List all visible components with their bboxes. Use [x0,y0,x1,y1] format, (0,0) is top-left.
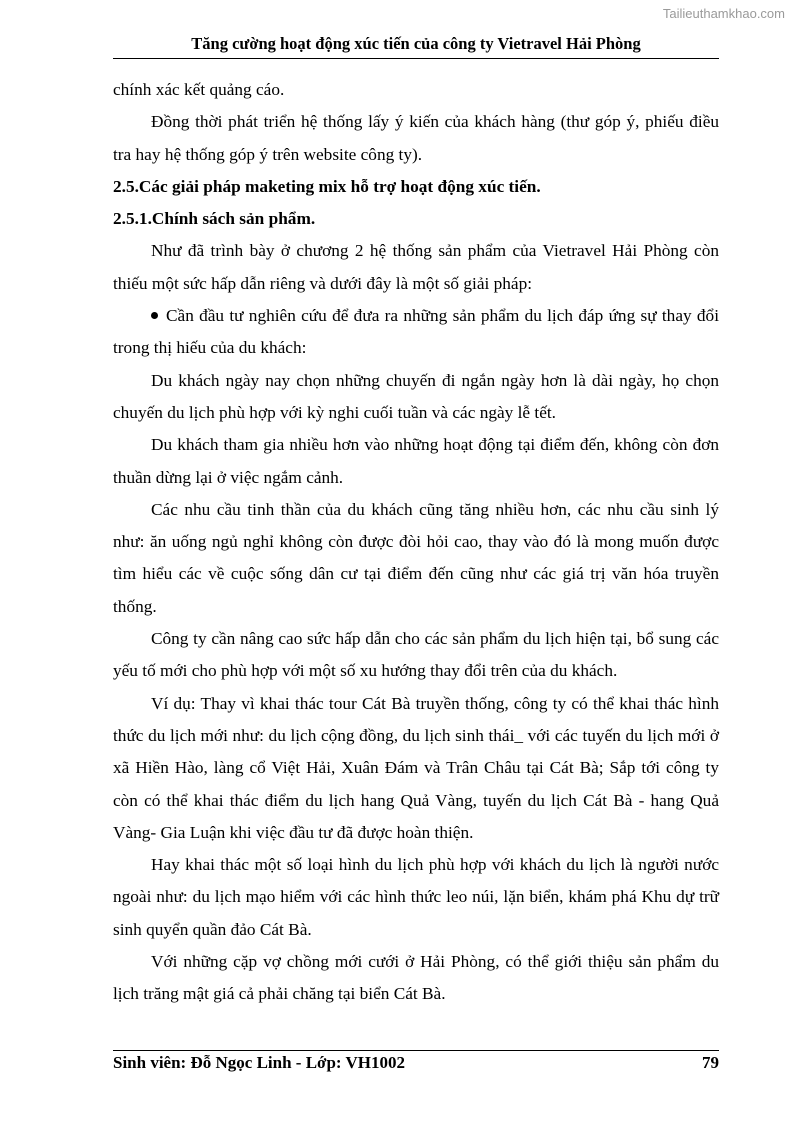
paragraph-example: Ví dụ: Thay vì khai thác tour Cát Bà truyền thống, công ty có thể khai thác hình thức du lịch mới như: du lịch cộng đồng, du lịch sinh thái_ với các tuyến du lịch mới ở xã Hiền Hào, làng cổ Việt Hải, Xuân Đám và Trân Châu tại Cát Bà; Sắp tới công ty còn có thể khai thác điểm du lịch hang Quả Vàng, tuyến du lịch Cát Bà - hang Quả Vàng- Gia Luận khi việc đầu tư đã được hoàn thiện. [113,693,719,842]
paragraph-continuation: chính xác kết quảng cáo. [113,80,285,99]
footer-author: Sinh viên: Đỗ Ngọc Linh - Lớp: VH1002 [113,1053,406,1072]
bullet-dot-icon [151,312,158,319]
document-body [113,74,719,1011]
bullet-text: Cần đầu tư nghiên cứu để đưa ra những sản phẩm du lịch đáp ứng sự thay đổi trong thị hiếu của du khách: [113,306,719,358]
paragraph-foreign-tourists: Hay khai thác một số loại hình du lịch phù hợp với khách du lịch là người nước ngoài như: du lịch mạo hiểm với các hình thức leo núi, lặn biển, khám phá Khu dự trữ sinh quyển quần đảo Cát Bà. [113,855,719,939]
page-header-title: Tăng cường hoạt động xúc tiến của công ty Vietravel Hải Phòng [113,34,719,59]
section-heading-2-5: 2.5.Các giải pháp maketing mix hỗ trợ hoạt động xúc tiến. [113,176,541,196]
paragraph-spiritual-needs: Các nhu cầu tinh thần của du khách cũng tăng nhiều hơn, các nhu cầu sinh lý như: ăn uống ngủ nghỉ không còn được đòi hỏi cao, thay vào đó là mong muốn được tìm hiểu các về cuộc sống dân cư tại điểm đến cũng như các giá trị văn hóa truyền thống. [113,499,719,616]
paragraph-activities: Du khách tham gia nhiều hơn vào những hoạt động tại điểm đến, không còn đơn thuần dừng lại ở việc ngắm cảnh. [113,435,719,487]
footer-divider [113,1050,719,1051]
bullet-item [113,300,719,365]
paragraph-feedback-system: Đồng thời phát triển hệ thống lấy ý kiến của khách hàng (thư góp ý, phiếu điều tra hay hệ thống góp ý trên website công ty). [113,112,719,164]
paragraph-short-trips: Du khách ngày nay chọn những chuyến đi ngắn ngày hơn là dài ngày, họ chọn chuyến du lịch phù hợp với kỳ nghi cuối tuần và các ngày lễ tết. [113,370,719,422]
paragraph-honeymoon: Với những cặp vợ chồng mới cưới ở Hải Phòng, có thể giới thiệu sản phẩm du lịch trăng mật giá cả phải chăng tại biển Cát Bà. [113,952,719,1004]
page-number: 79 [702,1053,719,1072]
paragraph-improve-appeal: Công ty cần nâng cao sức hấp dẫn cho các sản phẩm du lịch hiện tại, bổ sung các yếu tố mới cho phù hợp với một số xu hướng thay đổi trên của du khách. [113,629,719,681]
section-heading-2-5-1: 2.5.1.Chính sách sản phẩm. [113,209,316,229]
watermark: Tailieuthamkhao.com [662,6,785,21]
paragraph-intro: Như đã trình bày ở chương 2 hệ thống sản phẩm của Vietravel Hải Phòng còn thiếu một sức hấp dẫn riêng và dưới đây là một số giải pháp: [113,241,719,293]
